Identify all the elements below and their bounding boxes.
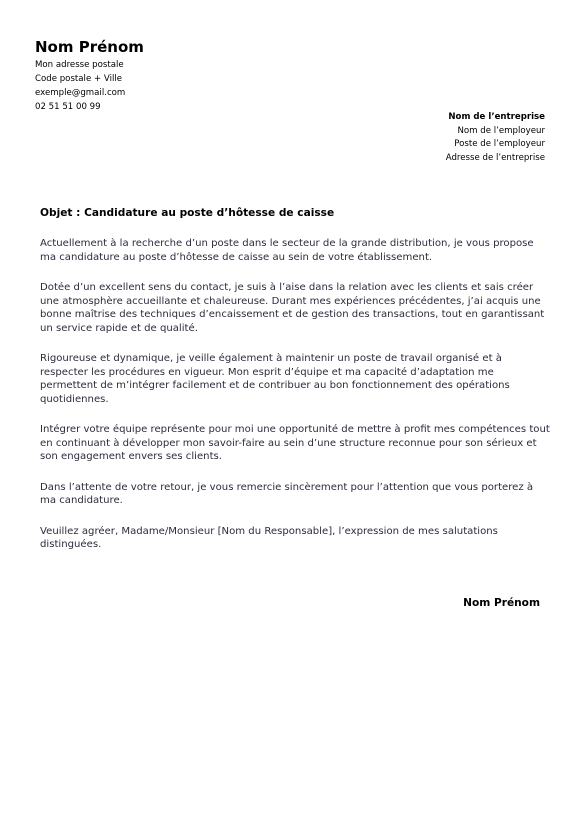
letter-body (40, 237, 550, 569)
paragraph-qualities: Rigoureuse et dynamique, je veille également à maintenir un poste de travail organisé et à respecter les procédures en vigueur. Mon esprit d’équipe et ma capacité d’adaptation me permettent de m’intégrer facilement et de contribuer au bon fonctionnement des opérations quotidiennes. (40, 353, 510, 405)
signature: Nom Prénom (463, 597, 540, 609)
sender-name: Nom Prénom (35, 38, 144, 56)
recipient-company-address: Adresse de l’entreprise (445, 152, 545, 163)
letter-subject: Objet : Candidature au poste d’hôtesse de caisse (40, 207, 335, 219)
recipient-company: Nom de l’entreprise (448, 112, 545, 122)
recipient-employer-name: Nom de l’employeur (457, 125, 545, 136)
sender-address: Mon adresse postale (35, 60, 124, 70)
paragraph-skills: Dotée d’un excellent sens du contact, je suis à l’aise dans la relation avec les clients et sais créer une atmosphère accueillante et chaleureuse. Durant mes expériences précédentes, j’ai acquis une bonne maîtrise des techniques d’encaissement et de gestion des transactions, tout en garantissant un service rapide et de qualité. (40, 282, 545, 334)
paragraph-motivation: Intégrer votre équipe représente pour moi une opportunité de mettre à profit mes compétences tout en continuant à développer mon savoir-faire au sein d’une structure reconnue pour son sérieux et son engagement envers ses clients. (40, 424, 550, 462)
paragraph-salutation: Veuillez agréer, Madame/Monsieur [Nom du Responsable], l’expression de mes salutations distinguées. (40, 525, 498, 550)
paragraph-closing: Dans l’attente de votre retour, je vous remercie sincèrement pour l’attention que vous porterez à ma candidature. (40, 481, 534, 506)
paragraph-intro: Actuellement à la recherche d’un poste dans le secteur de la grande distribution, je vous propose ma candidature au poste d’hôtesse de caisse au sein de votre établissement. (40, 238, 534, 263)
sender-postal-city: Code postale + Ville (35, 74, 123, 84)
recipient-block (446, 111, 545, 165)
recipient-employer-position: Poste de l’employeur (454, 139, 545, 149)
sender-email: exemple@gmail.com (35, 88, 126, 98)
sender-block (35, 38, 144, 114)
sender-phone: 02 51 51 00 99 (35, 102, 101, 112)
